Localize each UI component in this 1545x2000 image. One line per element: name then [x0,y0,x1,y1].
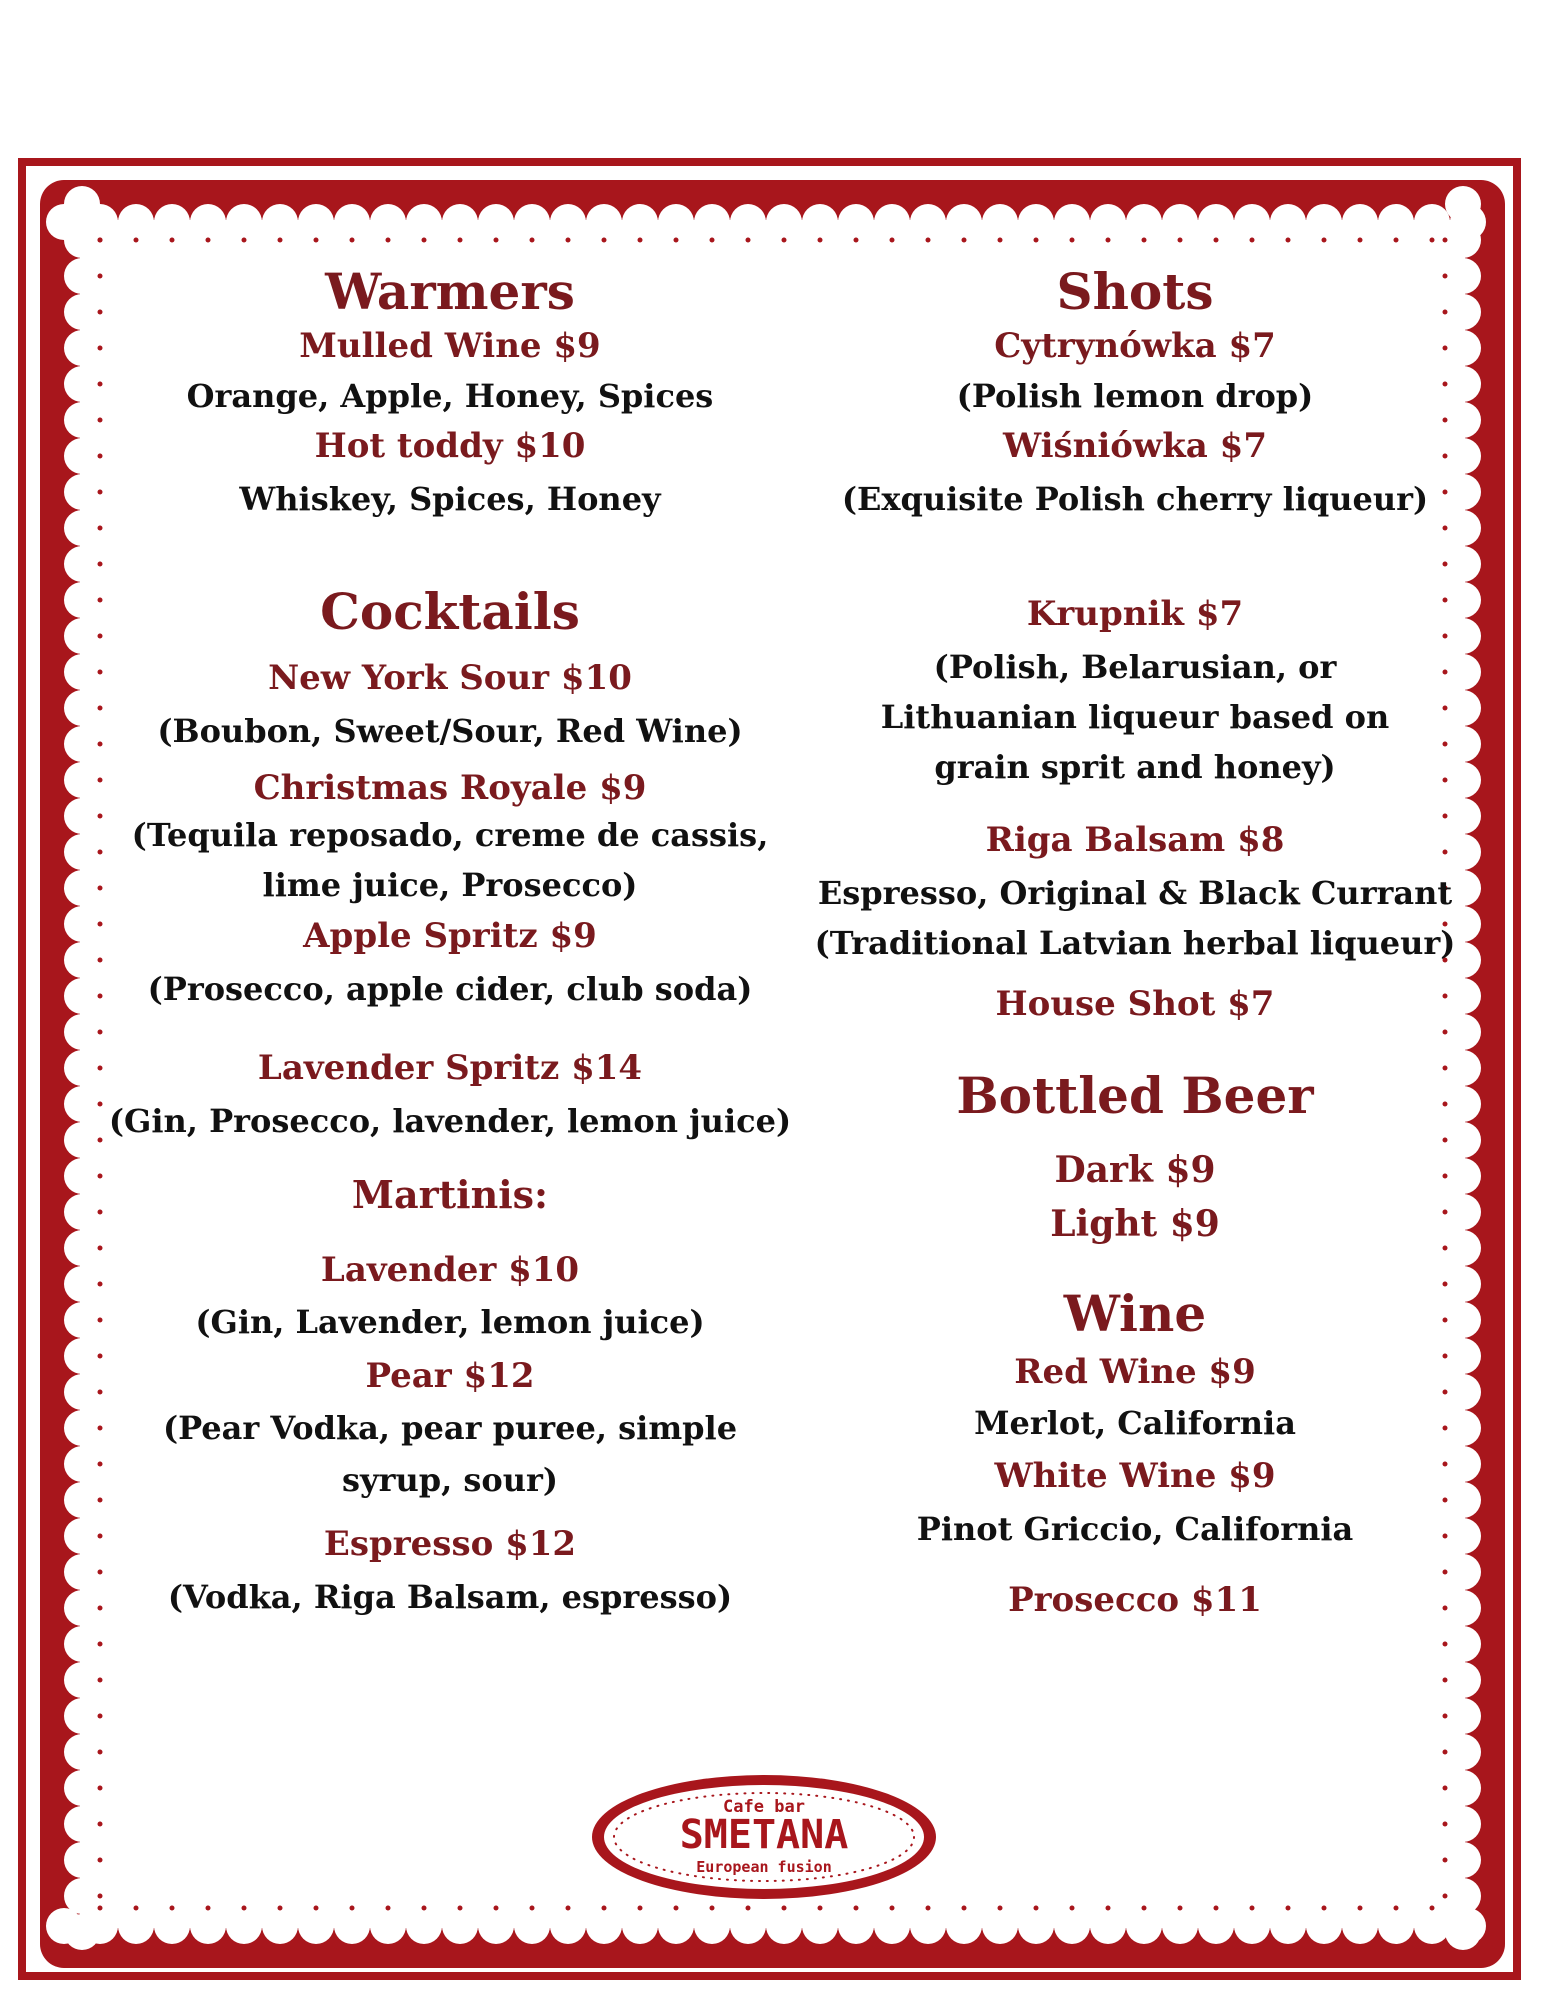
item-name-wisniowka: Wiśniówka $7 [1003,426,1267,466]
item-desc-mulled-wine: Orange, Apple, Honey, Spices [186,377,714,415]
item-name-cytrynowka: Cytrynówka $7 [994,326,1276,366]
item-name-house-shot: House Shot $7 [995,984,1275,1024]
item-name-krupnik: Krupnik $7 [1026,594,1244,634]
item-name-dark-beer: Dark $9 [1054,1149,1216,1191]
section-title-cocktails: Cocktails [320,582,580,641]
item-name-lavender-martini: Lavender $10 [320,1250,580,1290]
item-name-hot-toddy: Hot toddy $10 [314,426,586,466]
item-desc-lavender-spritz: (Gin, Prosecco, lavender, lemon juice) [108,1102,792,1140]
item-desc-cytrynowka: (Polish lemon drop) [956,377,1314,415]
item-desc-christmas-royale: (Tequila reposado, creme de cassis, lime juice, Prosecco) [131,816,769,904]
item-name-pear: Pear $12 [365,1356,535,1396]
item-name-prosecco: Prosecco $11 [1008,1580,1262,1620]
item-desc-krupnik: (Polish, Belarusian, or Lithuanian liqueur based on grain sprit and honey) [880,648,1390,786]
item-desc-new-york-sour: (Boubon, Sweet/Sour, Red Wine) [157,712,743,750]
logo-top-text: Cafe bar [723,1797,805,1817]
item-desc-hot-toddy: Whiskey, Spices, Honey [239,480,661,518]
item-name-light-beer: Light $9 [1050,1203,1220,1245]
item-desc-apple-spritz: (Prosecco, apple cider, club soda) [147,970,753,1008]
item-name-white-wine: White Wine $9 [994,1456,1276,1496]
item-name-riga-balsam: Riga Balsam $8 [985,820,1285,860]
section-title-bottled-beer: Bottled Beer [956,1066,1314,1125]
item-name-apple-spritz: Apple Spritz $9 [303,916,597,956]
logo-name-text: SMETANA [679,1812,849,1858]
smetana-logo [589,1772,939,1902]
item-desc-riga-balsam: Espresso, Original & Black Currant (Traditional Latvian herbal liqueur) [814,874,1456,962]
item-desc-white-wine: Pinot Griccio, California [916,1510,1354,1548]
logo-bottom-text: European fusion [696,1858,832,1876]
item-name-new-york-sour: New York Sour $10 [268,658,632,698]
left-column [90,262,810,1628]
item-desc-lavender-martini: (Gin, Lavender, lemon juice) [195,1303,705,1341]
item-desc-red-wine: Merlot, California [974,1404,1296,1442]
section-title-wine: Wine [1063,1284,1207,1343]
item-name-christmas-royale: Christmas Royale $9 [253,768,647,808]
item-desc-espresso-martini: (Vodka, Riga Balsam, espresso) [167,1578,733,1616]
right-column [790,262,1480,1622]
item-name-red-wine: Red Wine $9 [1014,1352,1256,1392]
item-name-lavender-spritz: Lavender Spritz $14 [257,1048,643,1088]
item-name-mulled-wine: Mulled Wine $9 [299,326,601,366]
section-title-martinis: Martinis: [351,1172,549,1217]
item-name-espresso-martini: Espresso $12 [323,1524,577,1564]
section-title-warmers: Warmers [325,262,575,321]
item-desc-wisniowka: (Exquisite Polish cherry liqueur) [841,480,1429,518]
section-title-shots: Shots [1056,262,1214,321]
item-desc-pear: (Pear Vodka, pear puree, simple syrup, sour) [162,1409,738,1499]
